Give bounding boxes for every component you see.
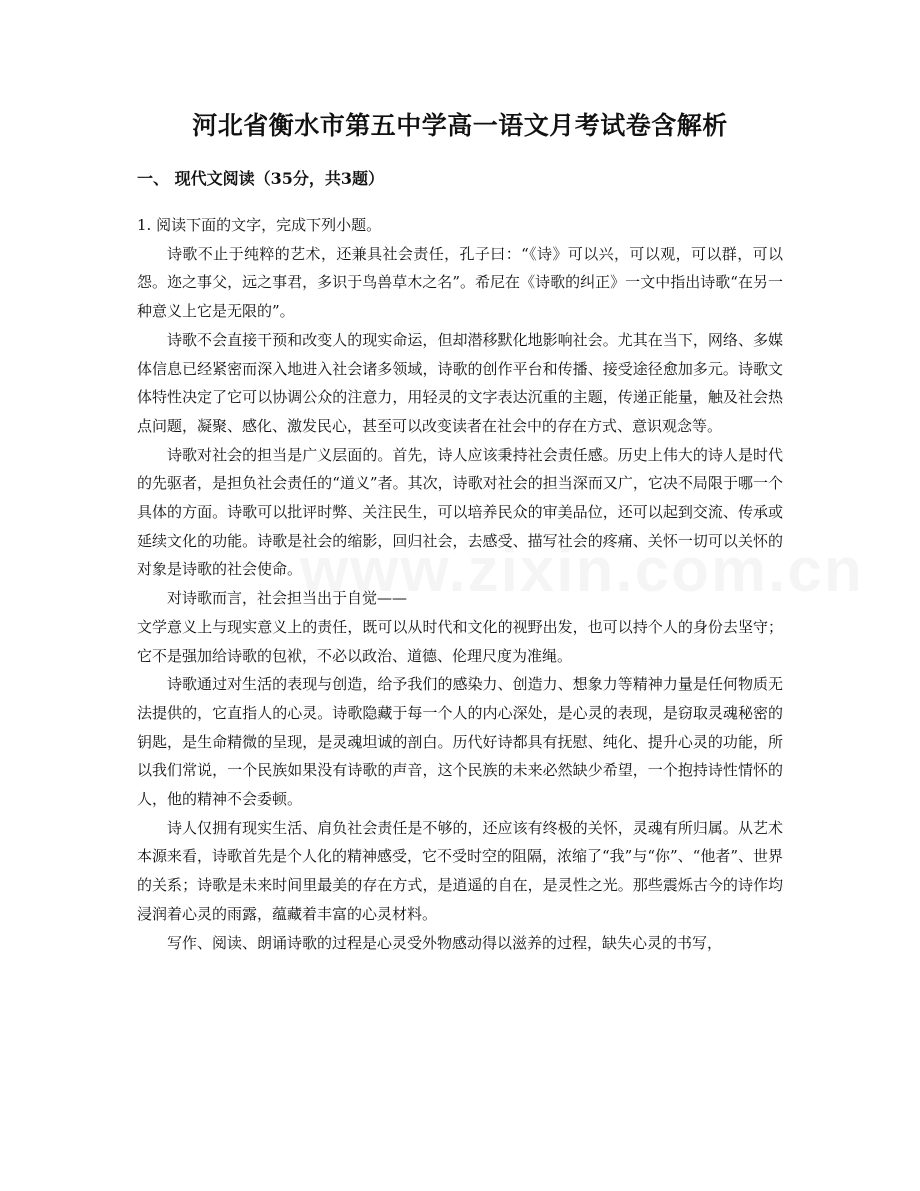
section-heading: 一、 现代文阅读（35分，共3题） bbox=[137, 169, 384, 188]
document-body bbox=[137, 211, 783, 957]
paragraph: 写作、阅读、朗诵诗歌的过程是心灵受外物感动得以滋养的过程，缺失心灵的书写， bbox=[167, 933, 723, 952]
question-intro: 1. 阅读下面的文字，完成下列小题。 bbox=[137, 216, 382, 234]
paragraph: 诗歌不会直接干预和改变人的现实命运，但却潜移默化地影响社会。尤其在当下，网络、多媒体信息已经紧密而深入地进入社会诸多领域，诗歌的创作平台和传播、接受途径愈加多元。诗歌文体特性决定了它可以协调公众的注意力，用轻灵的文字表达沉重的主题，传递正能量，触及社会热点问题，凝聚、感化、激发民心，甚至可以改变读者在社会中的存在方式、意识观念等。 bbox=[137, 330, 783, 435]
paragraph: 对诗歌而言，社会担当出于自觉—— bbox=[167, 589, 408, 608]
paragraph: 诗歌通过对生活的表现与创造，给予我们的感染力、创造力、想象力等精神力量是任何物质无法提供的，它直指人的心灵。诗歌隐藏于每一个人的内心深处，是心灵的表现，是窃取灵魂秘密的钥匙，是生命精微的呈现，是灵魂坦诚的剖白。历代好诗都具有抚慰、纯化、提升心灵的功能，所以我们常说，一个民族如果没有诗歌的声音，这个民族的未来必然缺少希望，一个抱持诗性情怀的人，他的精神不会委顿。 bbox=[137, 675, 783, 809]
paragraph: 诗人仅拥有现实生活、肩负社会责任是不够的，还应该有终极的关怀，灵魂有所归属。从艺术本源来看，诗歌首先是个人化的精神感受，它不受时空的阻隔，浓缩了“我”与“你”、“他者”、世界的关系；诗歌是未来时间里最美的存在方式，是逍遥的自在，是灵性之光。那些震烁古今的诗作均浸润着心灵的雨露，蕴藏着丰富的心灵材料。 bbox=[137, 818, 784, 923]
paragraph: 诗歌对社会的担当是广义层面的。首先，诗人应该秉持社会责任感。历史上伟大的诗人是时代的先驱者，是担负社会责任的“道义”者。其次，诗歌对社会的担当深而又广，它决不局限于哪一个具体的方面。诗歌可以批评时弊、关注民生，可以培养民众的审美品位，还可以起到交流、传承或延续文化的功能。诗歌是社会的缩影，回归社会，去感受、描写社会的疼痛、关怀一切可以关怀的对象是诗歌的社会使命。 bbox=[137, 445, 783, 579]
paragraph: 诗歌不止于纯粹的艺术，还兼具社会责任，孔子曰：“《诗》可以兴，可以观，可以群，可以怨。迩之事父，远之事君，多识于鸟兽草木之名”。希尼在《诗歌的纠正》一文中指出诗歌“在另一种意义上它是无限的”。 bbox=[137, 244, 783, 321]
page-title: 河北省衡水市第五中学高一语文月考试卷含解析 bbox=[192, 111, 728, 140]
paragraph: 文学意义上与现实意义上的责任，既可以从时代和文化的视野出发，也可以持个人的身份去坚守；它不是强加给诗歌的包袱，不必以政治、道德、伦理尺度为准绳。 bbox=[137, 617, 783, 665]
